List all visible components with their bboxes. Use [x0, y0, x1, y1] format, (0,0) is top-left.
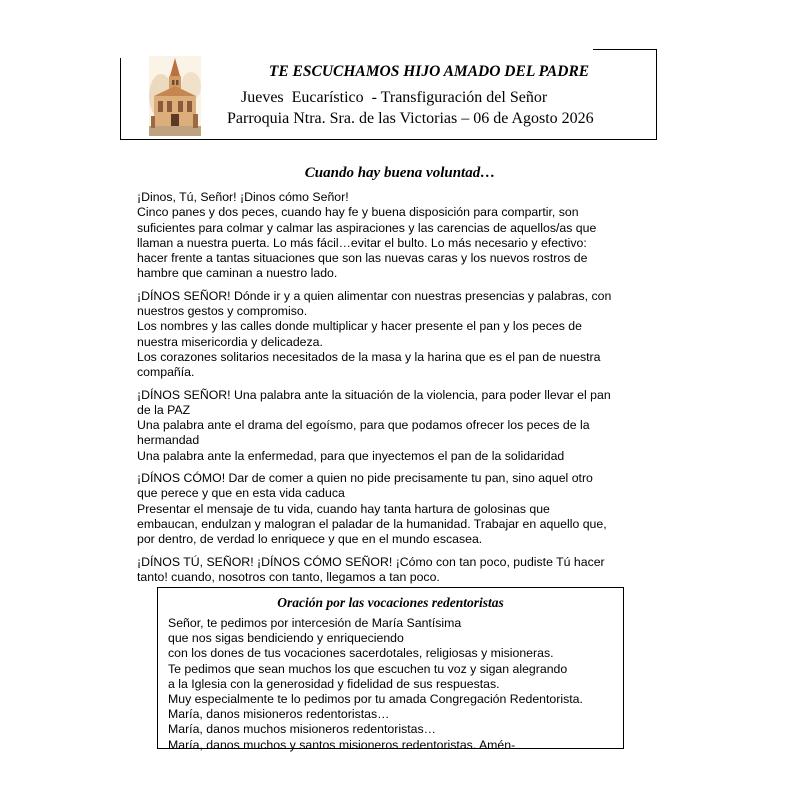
prayer-line: a la Iglesia con la generosidad y fidelidad de sus respuestas. [168, 676, 500, 691]
text-line: hermandad [137, 433, 200, 448]
prayer-box [157, 587, 624, 752]
prayer-line: María, danos misioneros redentoristas… [168, 707, 390, 722]
prayer-text [168, 616, 583, 753]
paragraph-2 [137, 289, 657, 381]
text-line: nuestros gestos y compromiso. [137, 304, 308, 319]
prayer-line: Muy especialmente te lo pedimos por tu amada Congregación Redentorista. [168, 692, 583, 707]
header-title: TE ESCUCHAMOS HIJO AMADO DEL PADRE [268, 63, 590, 80]
main-body [137, 190, 657, 592]
paragraph-1 [137, 190, 657, 282]
text-line: ¡Dinos, Tú, Señor! ¡Dinos cómo Señor! [137, 190, 349, 204]
prayer-line: María, danos muchos y santos misioneros redentoristas. Amén- [168, 737, 516, 752]
text-line: hambre que caminan a nuestro lado. [137, 266, 338, 281]
section-title: Cuando hay buena voluntad… [304, 165, 496, 181]
text-line: llaman a nuestra puerta. Lo más fácil…evitar el bulto. Lo más necesario y efectivo: [137, 235, 587, 250]
text-line: Cinco panes y dos peces, cuando hay fe y buena disposición para compartir, son [137, 205, 579, 220]
text-line: que perece y que en esta vida caduca [137, 486, 345, 501]
text-line: tanto! cuando, nosotros con tanto, llegamos a tan poco. [137, 569, 440, 584]
text-line: de la PAZ [137, 402, 191, 417]
text-line: por dentro, de verdad lo enriquece y que en el mundo escasea. [137, 532, 483, 547]
text-line: embaucan, endulzan y malogran el paladar de la humanidad. Trabajar en aquello que, [137, 516, 607, 531]
paragraph-5 [137, 555, 657, 586]
prayer-line: Te pedimos que sean muchos los que escuchen tu voz y sigan alegrando [168, 661, 568, 676]
text-line: hacer frente a tantas situaciones que son las nuevas caras y los nuevos rostros de [137, 251, 588, 266]
prayer-title: Oración por las vocaciones redentoristas [277, 595, 504, 610]
prayer-line: María, danos muchos misioneros redentoristas… [168, 722, 436, 737]
prayer-line: Señor, te pedimos por intercesión de María Santísima [168, 616, 462, 630]
text-line: suficientes para colmar y calmar las aspiraciones y las carencias de aquellos/as que [137, 220, 597, 235]
text-line: Una palabra ante el drama del egoísmo, para que podamos ofrecer los peces de la [137, 418, 590, 433]
text-line: ¡DÍNOS SEÑOR! Dónde ir y a quien alimentar con nuestras presencias y palabras, con [137, 288, 612, 303]
text-line: Los corazones solitarios necesitados de la masa y la harina que es el pan de nuestra [137, 349, 601, 364]
prayer-line: que nos sigas bendiciendo y enriqueciendo [168, 631, 404, 646]
text-line: Una palabra ante la enfermedad, para que inyectemos el pan de la solidaridad [137, 448, 565, 463]
text-line: ¡DÍNOS SEÑOR! Una palabra ante la situación de la violencia, para poder llevar el pan [137, 387, 611, 402]
text-line: ¡DÍNOS TÚ, SEÑOR! ¡DÍNOS CÓMO SEÑOR! ¡Cómo con tan poco, pudiste Tú hacer [137, 554, 605, 569]
text-line: compañía. [137, 365, 195, 380]
text-line: ¡DÍNOS CÓMO! Dar de comer a quien no pide precisamente tu pan, sino aquel otro [137, 471, 593, 486]
prayer-line: con los dones de tus vocaciones sacerdotales, religiosas y misioneras. [168, 646, 554, 661]
header-subtitle: Jueves Eucarístico - Transfiguración del Señor [241, 89, 548, 106]
paragraph-4 [137, 471, 657, 547]
text-line: Los nombres y las calles donde multiplicar y hacer presente el pan y los peces de [137, 319, 582, 334]
header-parish-date: Parroquia Ntra. Sra. de las Victorias – 06 de Agosto 2026 [227, 110, 594, 127]
text-line: Presentar el mensaje de tu vida, cuando hay tanta hartura de golosinas que [137, 501, 550, 516]
text-line: nuestra misericordia y delicadeza. [137, 334, 323, 349]
paragraph-3 [137, 388, 657, 464]
